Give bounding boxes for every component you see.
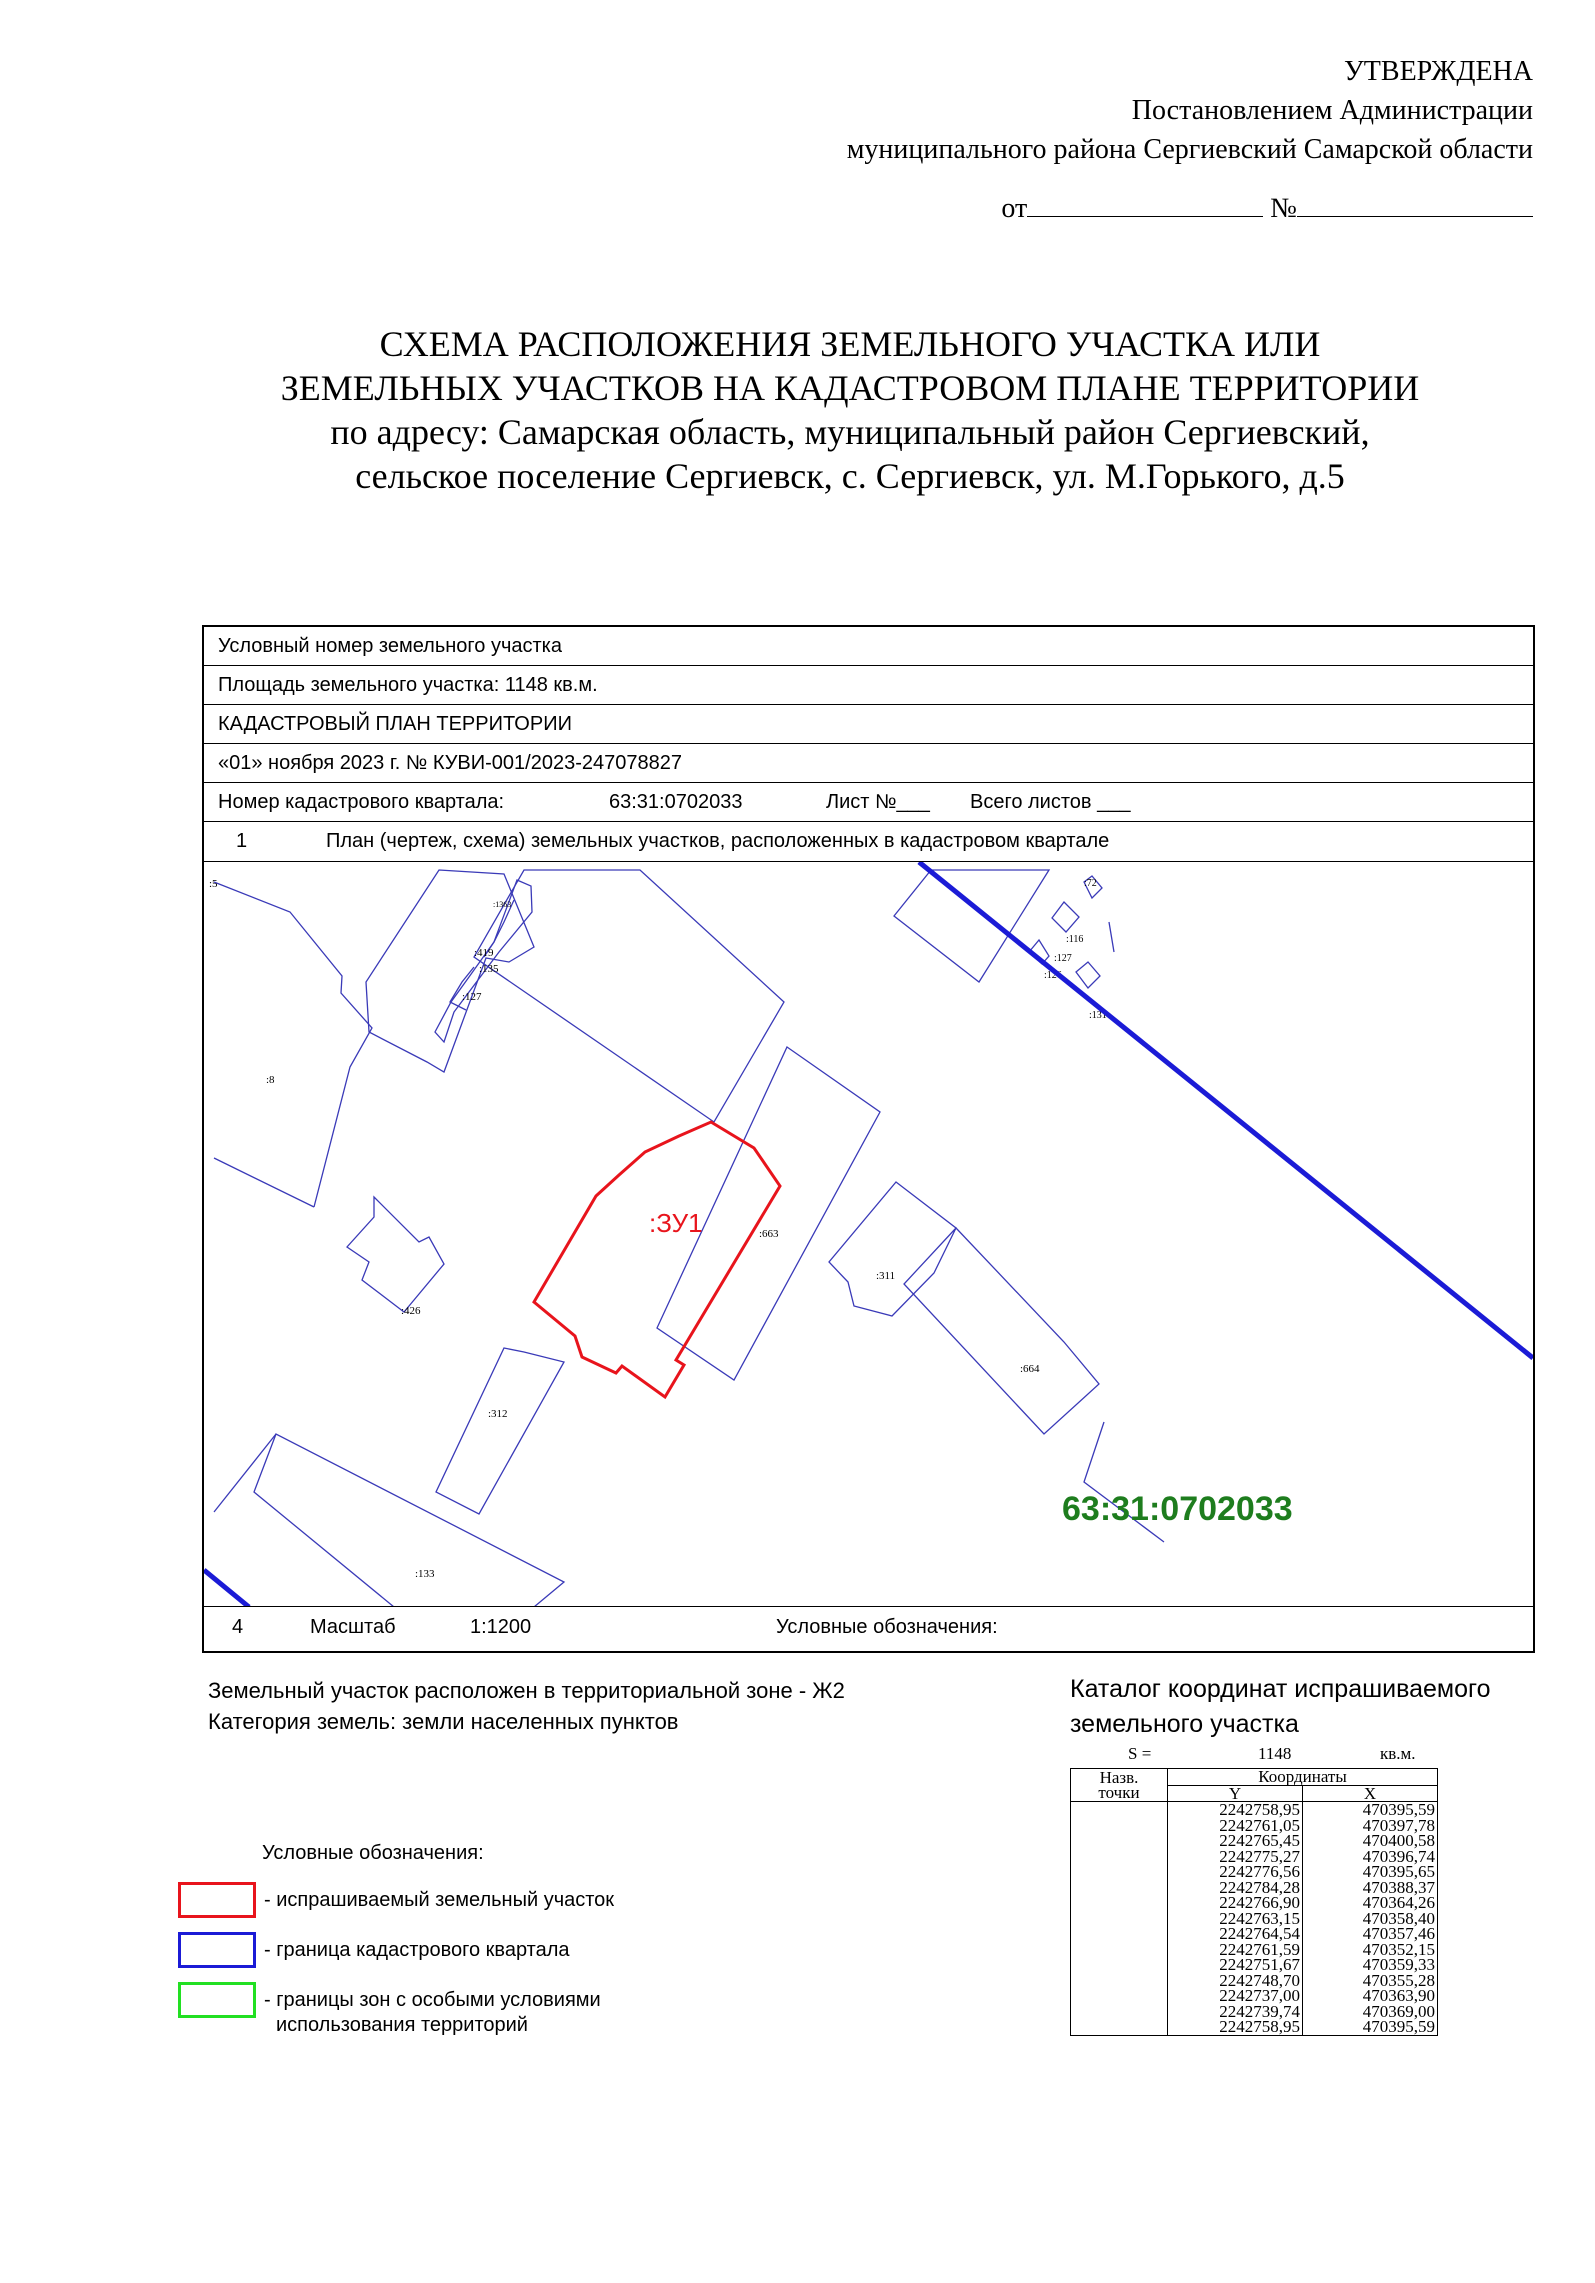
parcel-label-127b: :127 [1054,953,1072,964]
coords-point-cell [1071,1864,1168,1880]
parcel-label-72: :72 [1084,878,1097,889]
plan-title: План (чертеж, схема) земельных участков, расположенных в кадастровом квартале [326,830,1110,852]
parcel-label-127: :127 [462,991,482,1003]
coords-x-cell: 470396,74 [1303,1849,1438,1865]
parcel-label-131: :131 [1089,1010,1107,1021]
catalog-title-line-2: земельного участка [1070,1710,1299,1738]
coords-y-cell: 2242761,59 [1168,1942,1303,1958]
parcel-label-135: :135 [479,963,499,975]
parcel-116 [1052,902,1079,932]
quarter-number: 63:31:0702033 [609,791,743,813]
scale-number: 4 [232,1616,244,1638]
coords-point-cell [1071,2019,1168,2035]
coords-y-cell: 2242765,45 [1168,1833,1303,1849]
catalog-title [1070,1672,1491,1742]
parcel-south-west-boundary [214,1434,276,1512]
coords-row [1071,2019,1438,2035]
title-line-2: ЗЕМЕЛЬНЫХ УЧАСТКОВ НА КАДАСТРОВОМ ПЛАНЕ ТЕРРИТОРИИ [280,368,1420,408]
coords-x-cell: 470359,33 [1303,1957,1438,1973]
catalog-area-row [1070,1744,1434,1768]
parcel-label-116: :116 [1066,934,1084,945]
form-row-area [204,666,1533,705]
title-address-line-2: сельское поселение Сергиевск, с. Сергиевск, ул. М.Горького, д.5 [355,456,1345,496]
legend-label-zones-line-1: - границы зон с особыми условиями [264,1989,601,2011]
coords-y-cell: 2242751,67 [1168,1957,1303,1973]
area-s-value: 1148 [1258,1744,1292,1763]
parcel-label-663: :663 [759,1228,779,1240]
number-blank [1297,190,1533,217]
parcel-label-1363: :1363 [493,900,512,909]
parcel-label-133: :133 [415,1568,435,1580]
coords-col-point [1071,1769,1168,1802]
parcel-133 [254,1434,564,1607]
coords-y-cell: 2242739,74 [1168,2004,1303,2020]
title-address-line-1: по адресу: Самарская область, муниципальный район Сергиевский, [330,412,1370,452]
quarter-boundary-line [919,862,1533,1358]
date-blank [1027,190,1263,217]
form-row-conditional-number [204,627,1533,666]
area-s-unit: кв.м. [1380,1744,1416,1763]
coords-x-cell: 470363,90 [1303,1988,1438,2004]
document-title [0,322,1595,498]
coords-x-cell: 470364,26 [1303,1895,1438,1911]
title-line-1: СХЕМА РАСПОЛОЖЕНИЯ ЗЕМЕЛЬНОГО УЧАСТКА ИЛИ [379,324,1321,364]
sheet-number: Лист №___ [826,791,930,813]
coords-y-cell: 2242737,00 [1168,1988,1303,2004]
coords-y-cell: 2242758,95 [1168,2019,1303,2035]
coords-header-row-1 [1071,1769,1438,1786]
map-drawing [204,862,1533,1607]
scale-label: Масштаб [310,1616,396,1638]
coords-point-cell [1071,1802,1168,1818]
coords-point-cell [1071,1973,1168,1989]
coords-y-cell: 2242761,05 [1168,1818,1303,1834]
territorial-zone: Земельный участок расположен в территориальной зоне - Ж2 [208,1678,845,1703]
coords-y-cell: 2242758,95 [1168,1802,1303,1818]
coords-point-cell [1071,1895,1168,1911]
legend-label-quarter: - граница кадастрового квартала [264,1939,570,1961]
coords-point-cell [1071,1988,1168,2004]
conditional-number-label: Условный номер земельного участка [218,635,562,657]
parcel-north-east [894,870,1049,982]
legend-swatch-blue [178,1932,256,1968]
coords-x-cell: 470352,15 [1303,1942,1438,1958]
form-row-quarter [204,783,1533,822]
parcel-127-strip [450,967,474,1010]
parcel-131 [1076,962,1100,988]
parcel-419-strip [435,880,532,1042]
approval-authority: муниципального района Сергиевский Самарской области [846,134,1533,165]
approval-resolution: Постановлением Администрации [1131,95,1533,126]
quarter-boundary-corner [204,1570,249,1607]
approval-date-number [847,189,1533,228]
parcel-boundaries [214,870,1164,1607]
parcel-664 [904,1228,1099,1434]
legend-swatch-red [178,1882,256,1918]
zone-info [208,1675,845,1737]
coords-point-cell [1071,1833,1168,1849]
coords-x-cell: 470395,59 [1303,2019,1438,2035]
coords-y-cell: 2242784,28 [1168,1880,1303,1896]
form-legend-label: Условные обозначения: [776,1616,998,1638]
land-category: Категория земель: земли населенных пунктов [208,1709,679,1734]
coords-y-cell: 2242775,27 [1168,1849,1303,1865]
coords-x-cell: 470357,46 [1303,1926,1438,1942]
area-s-label: S = [1128,1744,1152,1763]
coords-x-cell: 470388,37 [1303,1880,1438,1896]
catalog-title-line-1: Каталог координат испрашиваемого [1070,1675,1491,1703]
legend-title: Условные обозначения: [262,1842,484,1864]
plan-number: 1 [236,830,248,852]
coords-col-point-line-1: Назв. [1099,1767,1139,1787]
coords-point-cell [1071,1818,1168,1834]
coords-point-cell [1071,1942,1168,1958]
coords-y-cell: 2242764,54 [1168,1926,1303,1942]
coords-y-cell: 2242763,15 [1168,1911,1303,1927]
coords-y-cell: 2242748,70 [1168,1973,1303,1989]
form-row-cadastral-plan [204,705,1533,744]
quarter-label: Номер кадастрового квартала: [218,791,505,813]
parcel-label-126: :126 [1044,970,1062,981]
legend-label-plot: - испрашиваемый земельный участок [264,1889,615,1911]
coords-point-cell [1071,1880,1168,1896]
coords-x-cell: 470395,59 [1303,1802,1438,1818]
parcel-north-central [474,870,784,1122]
coords-point-cell [1071,1926,1168,1942]
parcel-label-426: :426 [401,1305,421,1317]
parcel-label-419: :419 [474,947,494,959]
quarter-number-label: 63:31:0702033 [1062,1490,1293,1528]
parcel-312 [436,1348,564,1514]
coords-x-cell: 470369,00 [1303,2004,1438,2020]
requested-plot-zu1 [534,1122,780,1397]
parcel-label-312: :312 [488,1408,508,1420]
coords-y-cell: 2242776,56 [1168,1864,1303,1880]
cadastral-map [204,862,1533,1607]
cadastral-plan-label: КАДАСТРОВЫЙ ПЛАН ТЕРРИТОРИИ [218,713,572,735]
coords-point-cell [1071,1849,1168,1865]
coords-point-cell [1071,2004,1168,2020]
coords-col-point-line-2: точки [1098,1783,1140,1802]
parcel-label-664: :664 [1020,1363,1040,1375]
coords-point-cell [1071,1957,1168,1973]
parcel-label-8: :8 [266,1074,275,1086]
form-row-extract [204,744,1533,783]
parcel-label-5: :5 [209,878,218,890]
coords-x-cell: 470358,40 [1303,1911,1438,1927]
coords-col-x: X [1303,1785,1438,1802]
coords-x-cell: 470395,65 [1303,1864,1438,1880]
approval-heading: УТВЕРЖДЕНА [1343,56,1533,87]
coords-col-y: Y [1168,1785,1303,1802]
approval-block [847,52,1533,228]
coords-x-cell: 470355,28 [1303,1973,1438,1989]
form-row-scale [204,1607,1533,1651]
parcel-8-boundary [214,882,372,1207]
number-label: № [1270,193,1297,224]
parcel-east-edge [1109,922,1114,952]
total-sheets: Всего листов ___ [970,791,1131,813]
legend-swatch-green [178,1982,256,2018]
coords-x-cell: 470397,78 [1303,1818,1438,1834]
coords-point-cell [1071,1911,1168,1927]
legend-label-zones [264,1988,601,2038]
form-row-plan-title [204,822,1533,862]
extract-label: «01» ноября 2023 г. № КУВИ-001/2023-247078827 [218,752,682,774]
coords-y-cell: 2242766,90 [1168,1895,1303,1911]
cadastral-form [202,625,1535,1653]
plot-zu1-label: :ЗУ1 [649,1208,703,1238]
scale-value: 1:1200 [470,1616,532,1638]
coords-col-coordinates: Координаты [1168,1769,1438,1786]
parcel-8-bottom-boundary [214,1158,314,1207]
area-label: Площадь земельного участка: 1148 кв.м. [218,674,598,696]
coords-x-cell: 470400,58 [1303,1833,1438,1849]
coords-body [1071,1802,1438,2036]
parcel-426 [347,1197,444,1312]
date-label: от [1001,193,1028,224]
coordinates-table [1070,1768,1438,2036]
parcel-label-311: :311 [876,1270,896,1282]
legend-label-zones-line-2: использования территорий [276,2014,528,2036]
